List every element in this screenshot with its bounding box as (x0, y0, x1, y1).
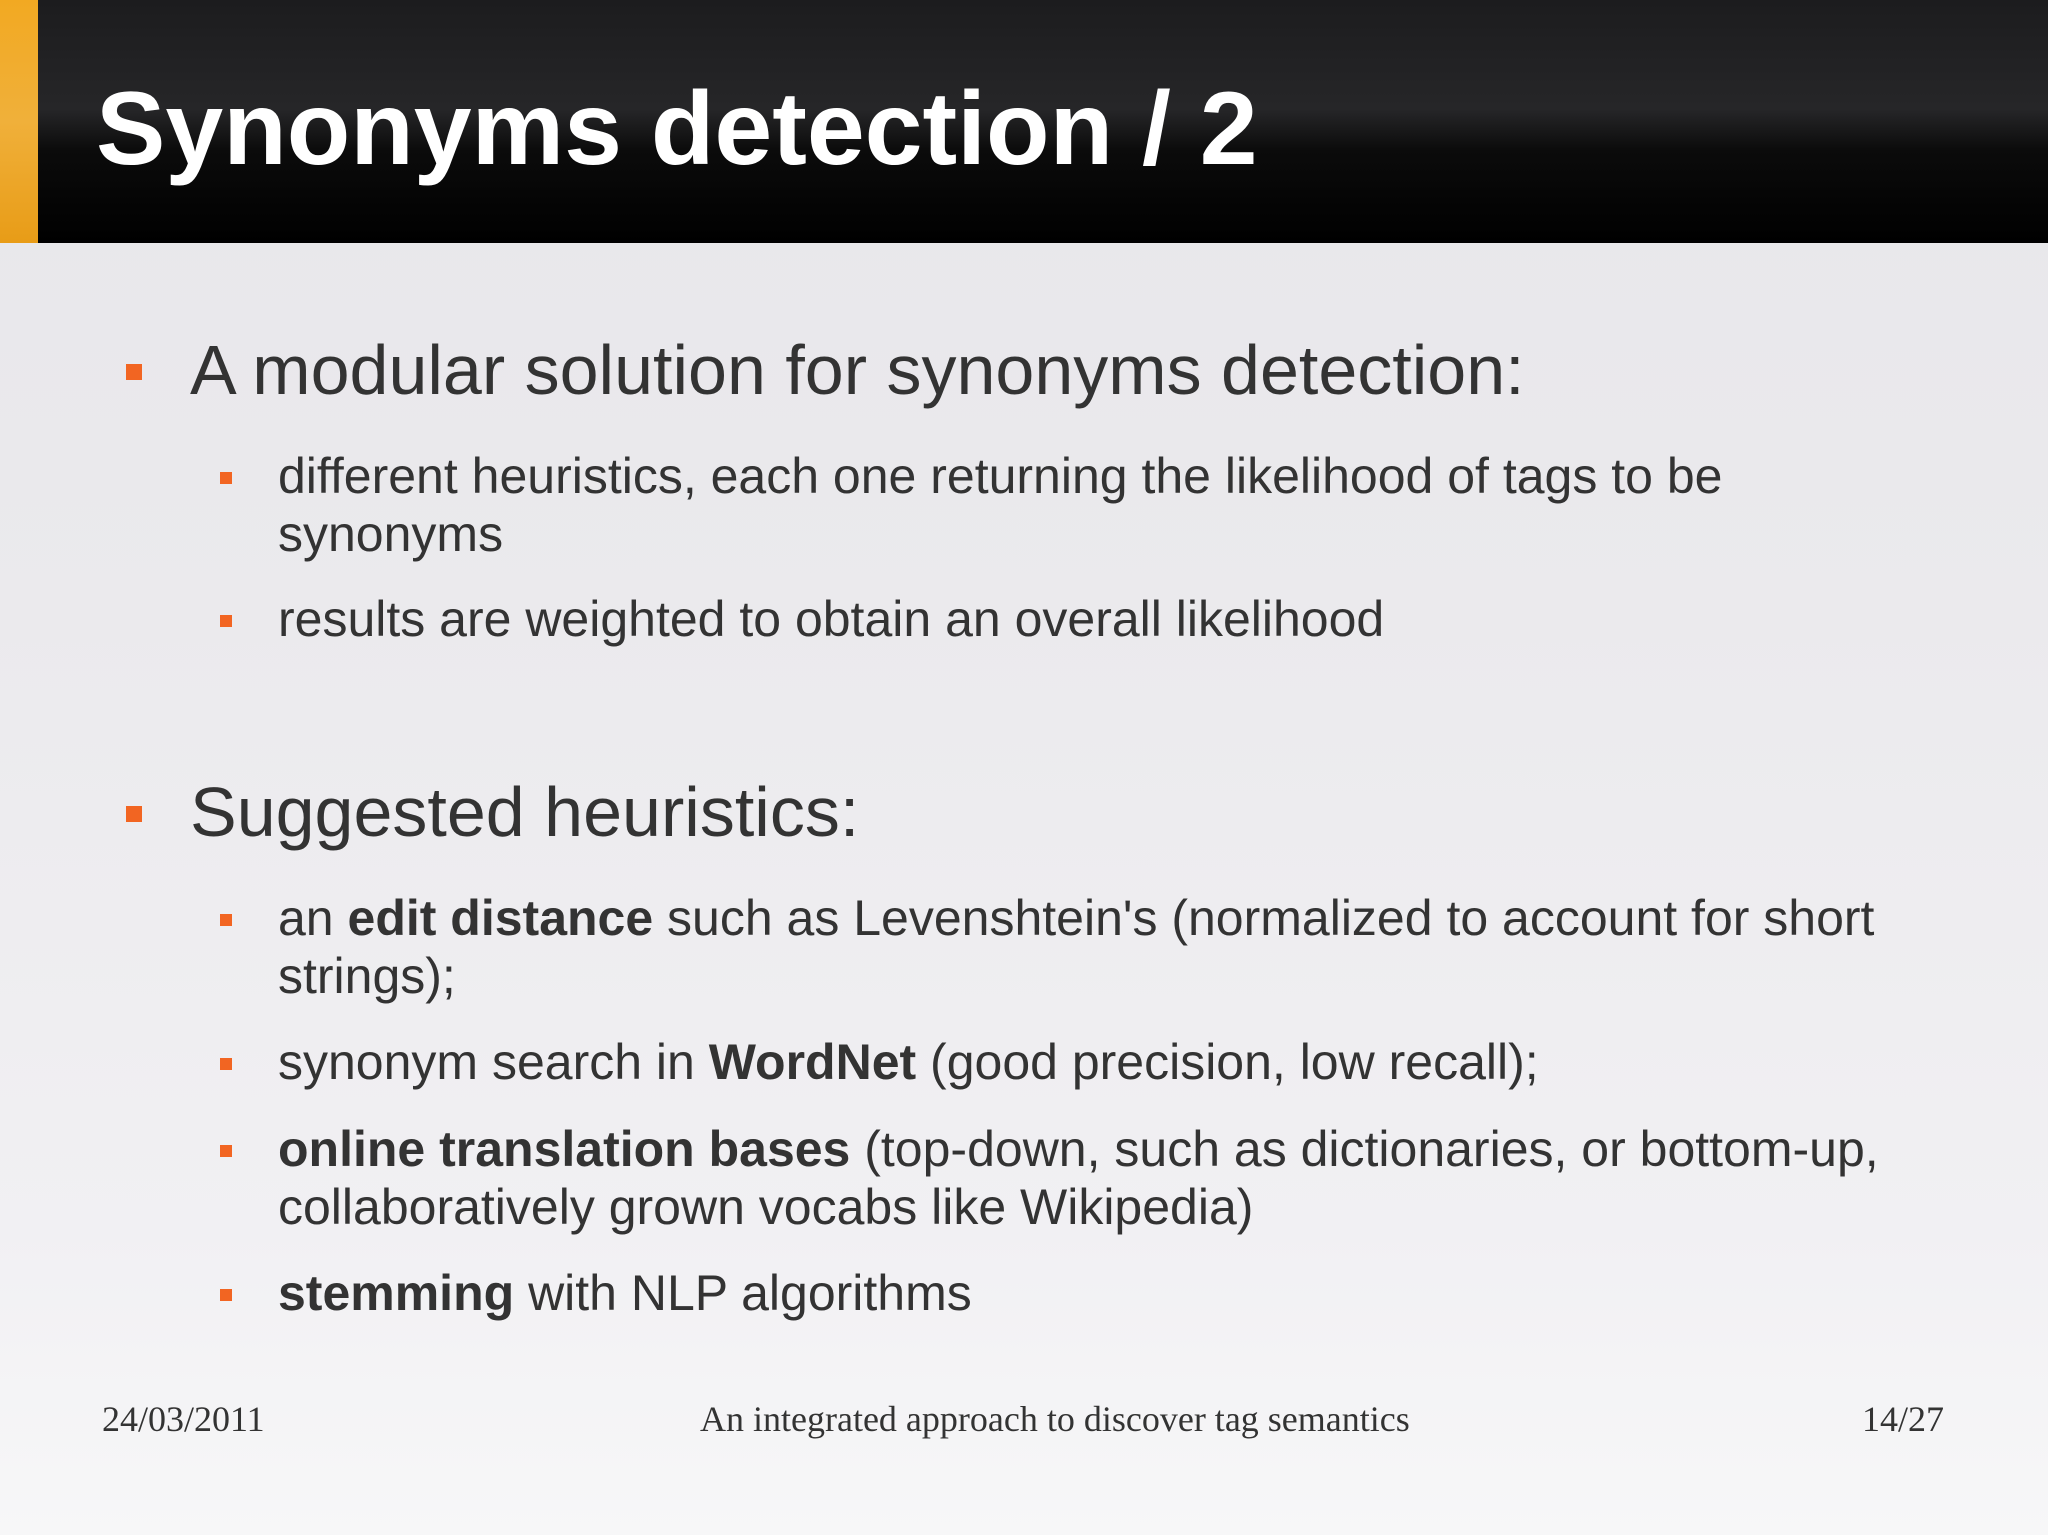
list-item: stemming with NLP algorithms (278, 1265, 972, 1321)
bullet-icon (126, 806, 142, 822)
sub-bullet-icon (220, 914, 232, 926)
list-item: an edit distance such as Levenshtein's (normalized to account for short strings); (278, 890, 1875, 1004)
slide-title: Synonyms detection / 2 (96, 71, 1258, 187)
list-item (278, 590, 1384, 648)
list-item-text: different heuristics, each one returning the likelihood of tags to be (278, 448, 1723, 504)
list-item: online translation bases (top-down, such as dictionaries, or bottom-up, collaboratively grown vocabs like Wikipedia) (278, 1121, 1879, 1235)
sub-bullet-icon (220, 1145, 232, 1157)
list-item-text: synonyms (278, 506, 504, 562)
list-item: synonym search in WordNet (good precision, low recall); (278, 1034, 1539, 1090)
section-heading: Suggested heuristics: (190, 773, 860, 851)
list-item-text: results are weighted to obtain an overall likelihood (278, 591, 1385, 647)
emphasis-term: stemming (278, 1265, 515, 1321)
sub-bullet-icon (220, 1058, 232, 1070)
emphasis-term: WordNet (708, 1034, 917, 1090)
sub-bullet-icon (220, 472, 232, 484)
accent-bar (0, 0, 38, 243)
section-heading: A modular solution for synonyms detection: (190, 331, 1525, 409)
footer-page-number: 14/27 (1862, 1399, 1945, 1439)
emphasis-term: edit distance (347, 890, 654, 946)
sub-bullet-icon (220, 615, 232, 627)
list-item (278, 447, 1722, 563)
emphasis-term: online translation bases (278, 1121, 851, 1177)
footer-presentation-title: An integrated approach to discover tag semantics (700, 1399, 1410, 1439)
bullet-icon (126, 364, 142, 380)
footer-date: 24/03/2011 (102, 1399, 265, 1439)
sub-bullet-icon (220, 1289, 232, 1301)
